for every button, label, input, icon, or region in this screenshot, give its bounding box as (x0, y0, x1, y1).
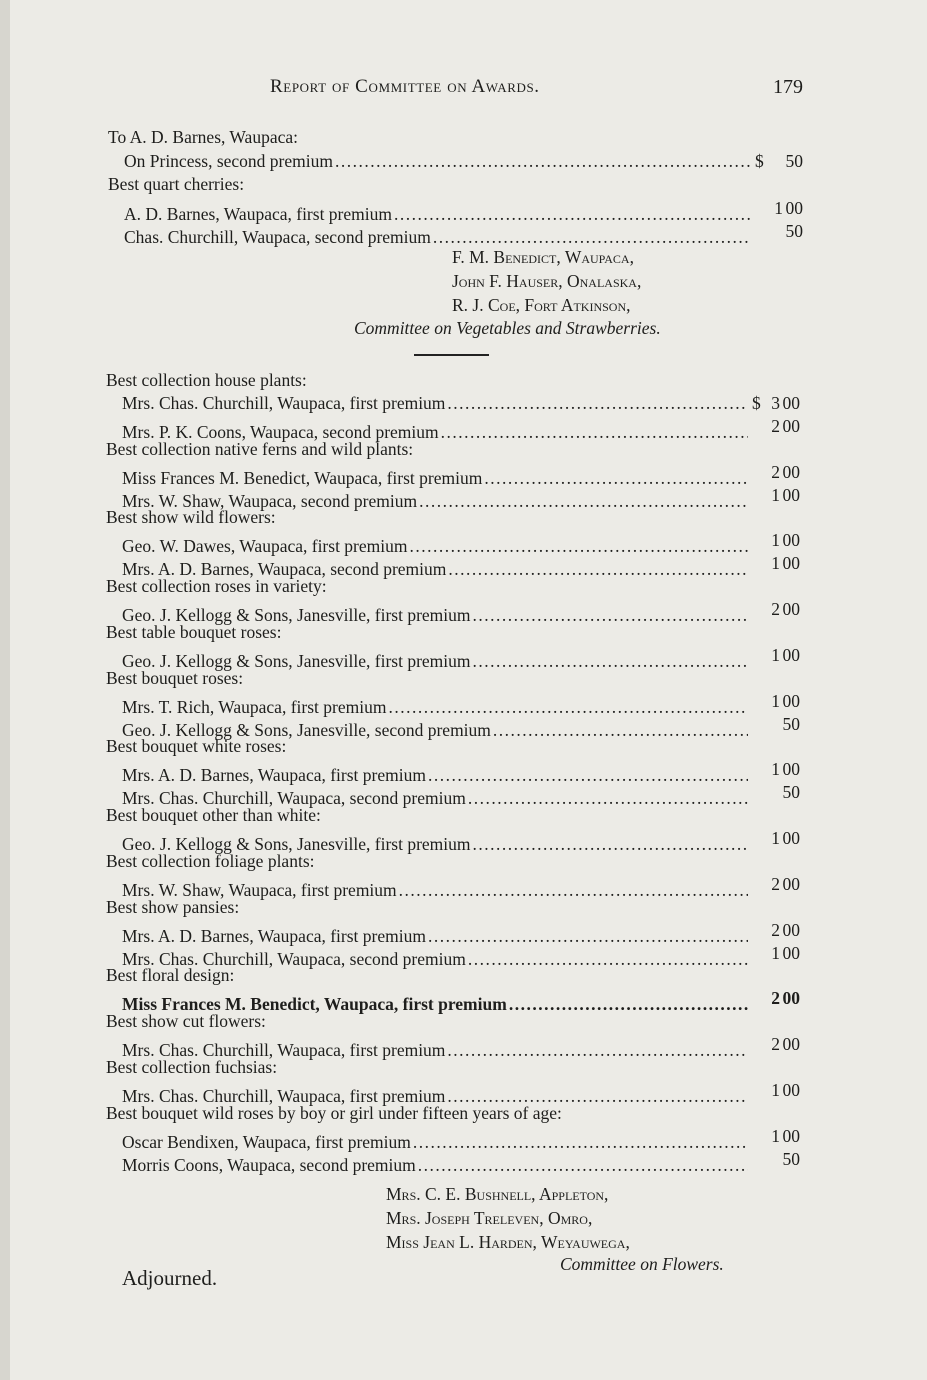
award-amount (755, 220, 803, 243)
award-recipient: Chas. Churchill, Waupaca, second premium (124, 227, 431, 247)
award-entry (122, 644, 800, 671)
dollar-sign (752, 552, 766, 575)
award-entry (122, 598, 800, 625)
dot-leader (419, 490, 748, 513)
award-recipient: Oscar Bendixen, Waupaca, first premium (122, 1131, 411, 1152)
award-category: To A. D. Barnes, Waupaca: (108, 127, 298, 147)
dollar-sign (752, 781, 766, 804)
award-recipient: Mrs. A. D. Barnes, Waupaca, first premium (122, 765, 426, 786)
dollar-sign (752, 461, 766, 484)
award-entry (122, 827, 800, 854)
dollar-sign (752, 1125, 766, 1148)
dollar-sign (752, 529, 766, 552)
award-amount (755, 150, 803, 173)
award-recipient: Miss Frances M. Benedict, Waupaca, first premium (122, 994, 507, 1015)
award-entry (122, 529, 800, 557)
award-category: Best bouquet white roses: (106, 736, 287, 757)
award-recipient: Miss Frances M. Benedict, Waupaca, first premium (122, 467, 483, 488)
dollar-sign: $ (752, 392, 761, 413)
dot-leader (448, 558, 748, 581)
dollar-sign (752, 919, 766, 942)
dollar-sign (752, 713, 766, 736)
dollar-sign (752, 873, 766, 896)
dollar-sign (752, 1079, 766, 1102)
dot-leader (473, 833, 748, 856)
dollar-sign (752, 1148, 766, 1171)
amount-cents: 50 (785, 221, 803, 241)
dollar-sign (752, 758, 766, 781)
award-entry (122, 987, 800, 1015)
award-recipient: Mrs. W. Shaw, Waupaca, first premium (122, 879, 397, 900)
award-entry (122, 1148, 800, 1175)
award-recipient: Mrs. T. Rich, Waupaca, first premium (122, 696, 387, 717)
signature-line: R. J. Coe, Fort Atkinson, (452, 295, 631, 315)
dollar-sign (752, 827, 766, 850)
amount-dollars: 1 (771, 828, 780, 848)
award-amount (752, 1125, 800, 1148)
award-entry (122, 1125, 800, 1152)
signature-line: Mrs. Joseph Treleven, Omro, (386, 1208, 593, 1228)
award-category: Best bouquet other than white: (106, 805, 321, 826)
award-recipient: Mrs. Chas. Churchill, Waupaca, first premium (122, 1040, 446, 1061)
award-amount (752, 827, 800, 850)
amount-cents: 00 (782, 599, 800, 619)
dollar-sign: $ (755, 150, 764, 171)
award-category: Best collection roses in variety: (106, 576, 327, 597)
award-amount (752, 781, 800, 804)
amount-cents: 00 (782, 988, 800, 1009)
page-number: 179 (773, 76, 803, 98)
amount-dollars (769, 150, 783, 173)
amount-cents: 00 (782, 415, 800, 436)
award-entry (124, 220, 803, 247)
dot-leader (473, 650, 748, 673)
award-recipient: Mrs. A. D. Barnes, Waupaca, second premium (122, 559, 447, 580)
award-recipient: Geo. J. Kellogg & Sons, Janesville, second premium (122, 719, 491, 740)
dot-leader (441, 421, 748, 444)
dot-leader (473, 604, 748, 627)
amount-cents: 00 (782, 828, 800, 848)
amount-cents: 00 (782, 690, 800, 711)
dot-leader (335, 150, 751, 173)
award-category: Best show cut flowers: (106, 1011, 266, 1032)
amount-cents: 00 (782, 873, 800, 894)
amount-dollars: 1 (771, 484, 780, 505)
dollar-sign (752, 484, 766, 507)
amount-cents: 00 (782, 1034, 800, 1055)
award-entry (122, 415, 800, 442)
award-category: Best collection fuchsias: (106, 1057, 278, 1077)
award-entry (122, 873, 800, 900)
award-entry (122, 484, 800, 511)
page-edge (0, 0, 10, 1380)
award-entry (122, 552, 800, 580)
award-amount (752, 942, 800, 965)
award-entry (122, 392, 800, 415)
amount-cents: 00 (782, 759, 800, 780)
award-entry (122, 713, 800, 740)
signature-line: John F. Hauser, Onalaska, (452, 271, 642, 291)
amount-dollars: 1 (771, 942, 780, 963)
dot-leader (509, 993, 748, 1016)
award-amount (752, 919, 800, 942)
committee-name: Committee on Vegetables and Strawberries. (354, 318, 661, 338)
dot-leader (418, 1154, 748, 1177)
award-recipient: A. D. Barnes, Waupaca, first premium (124, 203, 392, 224)
dollar-sign (752, 1033, 766, 1056)
award-entry (122, 690, 800, 717)
amount-cents: 50 (782, 782, 800, 803)
amount-cents: 50 (782, 713, 800, 734)
amount-cents: 00 (782, 644, 800, 665)
dollar-sign (752, 942, 766, 965)
award-amount (752, 1148, 800, 1171)
section-divider (414, 354, 489, 356)
award-entry (124, 150, 803, 173)
award-amount (752, 392, 800, 415)
award-entry (122, 1033, 800, 1061)
award-recipient: Mrs. Chas. Churchill, Waupaca, second premium (122, 788, 466, 809)
award-entry (122, 461, 800, 488)
dot-leader (468, 787, 748, 810)
dot-leader (399, 879, 748, 902)
amount-cents: 00 (782, 553, 800, 574)
dollar-sign (752, 987, 766, 1010)
award-recipient: On Princess, second premium (124, 150, 333, 171)
award-recipient: Mrs. Chas. Churchill, Waupaca, second premium (122, 948, 466, 969)
committee-name: Committee on Flowers. (560, 1254, 724, 1274)
award-amount (752, 1079, 800, 1102)
amount-dollars (769, 220, 783, 243)
signature-line: Miss Jean L. Harden, Weyauwega, (386, 1232, 630, 1252)
amount-cents: 00 (782, 942, 800, 963)
award-amount (752, 987, 800, 1010)
amount-dollars: 2 (771, 461, 780, 482)
award-recipient: Mrs. P. K. Coons, Waupaca, second premium (122, 421, 439, 442)
award-recipient: Geo. W. Dawes, Waupaca, first premium (122, 536, 408, 557)
running-header (270, 76, 803, 100)
amount-dollars: 2 (771, 988, 780, 1009)
award-recipient: Geo. J. Kellogg & Sons, Janesville, first premium (122, 650, 471, 671)
dollar-sign (755, 220, 769, 243)
award-amount (752, 644, 800, 667)
dot-leader (447, 1039, 748, 1062)
amount-dollars: 2 (771, 919, 780, 940)
award-category: Best collection native ferns and wild plants: (106, 438, 414, 459)
amount-dollars: 2 (771, 1034, 780, 1055)
amount-dollars: 3 (771, 392, 780, 413)
dollar-sign (752, 415, 766, 438)
award-entry (122, 781, 800, 809)
award-entry (124, 197, 803, 224)
amount-cents: 00 (782, 392, 800, 413)
award-recipient: Mrs. Chas. Churchill, Waupaca, first premium (122, 392, 446, 413)
dollar-sign (752, 598, 766, 621)
dollar-sign (752, 644, 766, 667)
amount-cents: 00 (785, 197, 803, 218)
amount-dollars: 1 (771, 644, 780, 665)
award-category: Best floral design: (106, 965, 235, 986)
amount-dollars: 1 (771, 1125, 780, 1146)
amount-dollars (766, 1148, 780, 1171)
award-amount (752, 758, 800, 781)
amount-cents: 50 (782, 1148, 800, 1169)
award-amount (752, 690, 800, 713)
amount-cents: 00 (782, 461, 800, 482)
header-title: Report of Committee on Awards. (270, 76, 540, 97)
award-amount (755, 197, 803, 220)
award-amount (752, 461, 800, 484)
award-amount (752, 484, 800, 507)
award-amount (752, 415, 800, 438)
award-entry (122, 1079, 800, 1106)
dollar-sign (755, 197, 769, 220)
award-amount (752, 552, 800, 575)
award-entry (122, 758, 800, 786)
amount-dollars: 1 (771, 759, 780, 780)
award-amount (752, 873, 800, 896)
award-category: Best collection house plants: (106, 370, 307, 390)
award-category: Best table bouquet roses: (106, 621, 282, 642)
award-amount (752, 713, 800, 736)
amount-cents: 00 (782, 530, 800, 551)
amount-dollars: 1 (771, 530, 780, 551)
award-category: Best bouquet roses: (106, 667, 244, 688)
amount-dollars (766, 781, 780, 804)
dot-leader (447, 392, 748, 415)
amount-dollars: 1 (774, 197, 783, 218)
award-category: Best bouquet wild roses by boy or girl under fifteen years of age: (106, 1102, 562, 1123)
dot-leader (493, 719, 748, 742)
award-entry (122, 919, 800, 946)
award-category: Best collection foliage plants: (106, 850, 315, 871)
award-amount (752, 1033, 800, 1056)
award-recipient: Mrs. W. Shaw, Waupaca, second premium (122, 490, 418, 511)
amount-dollars: 2 (771, 599, 780, 619)
dollar-sign (752, 690, 766, 713)
amount-cents: 00 (782, 1125, 800, 1146)
award-recipient: Geo. J. Kellogg & Sons, Janesville, first premium (122, 834, 471, 854)
amount-dollars: 2 (771, 873, 780, 894)
amount-dollars: 2 (771, 415, 780, 436)
award-recipient: Morris Coons, Waupaca, second premium (122, 1154, 416, 1175)
amount-dollars: 1 (771, 690, 780, 711)
amount-cents: 00 (782, 1079, 800, 1100)
adjourned-note: Adjourned. (122, 1266, 218, 1290)
amount-cents: 00 (782, 484, 800, 505)
signature-line: F. M. Benedict, Waupaca, (452, 247, 634, 267)
amount-cents: 50 (785, 150, 803, 171)
award-recipient: Geo. J. Kellogg & Sons, Janesville, first premium (122, 605, 471, 625)
dot-leader (468, 948, 748, 971)
amount-dollars (766, 713, 780, 736)
amount-dollars: 1 (771, 553, 780, 574)
award-entry (122, 942, 800, 969)
award-category: Best show wild flowers: (106, 507, 276, 528)
award-recipient: Mrs. A. D. Barnes, Waupaca, first premium (122, 925, 426, 946)
amount-cents: 00 (782, 919, 800, 940)
award-amount (752, 529, 800, 552)
award-category: Best quart cherries: (108, 174, 245, 194)
award-amount (752, 598, 800, 621)
amount-dollars: 1 (771, 1079, 780, 1100)
award-recipient: Mrs. Chas. Churchill, Waupaca, first premium (122, 1085, 446, 1106)
signature-line: Mrs. C. E. Bushnell, Appleton, (386, 1184, 609, 1204)
award-category: Best show pansies: (106, 896, 240, 917)
